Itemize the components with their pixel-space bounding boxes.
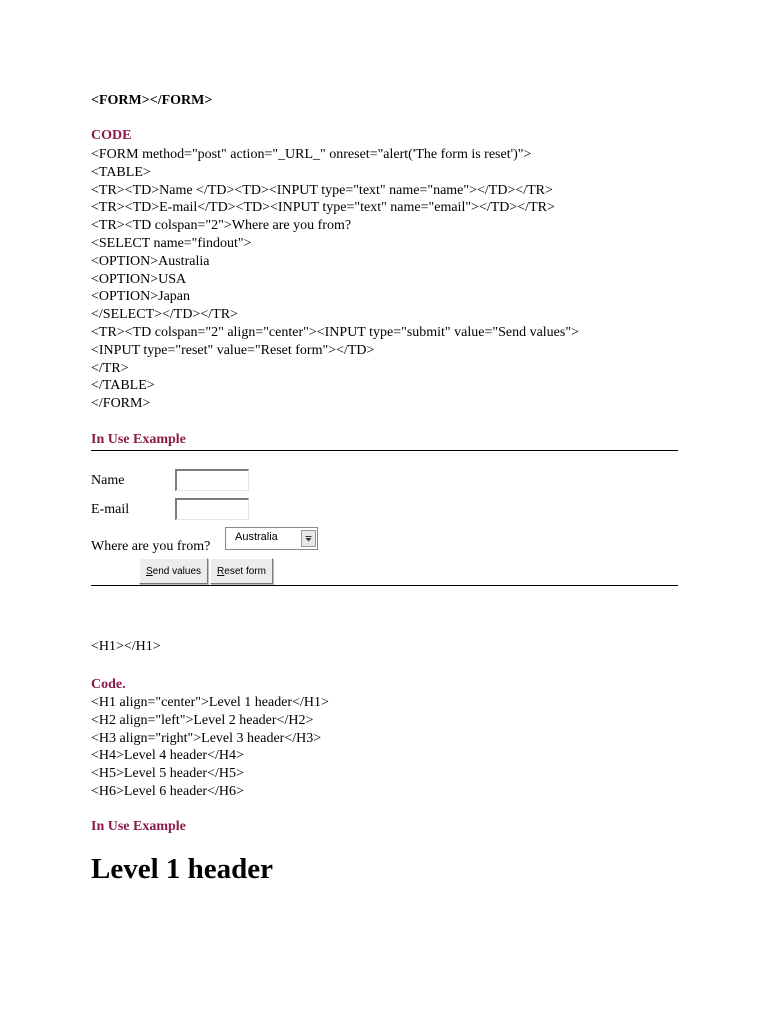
code-line: <TR><TD colspan="2">Where are you from? [91, 218, 352, 234]
h1-code-label: Code. [91, 677, 126, 692]
code-line: <TABLE> [91, 164, 151, 180]
code-line: <SELECT name="findout"> [91, 235, 252, 251]
form-section-heading: <FORM></FORM> [91, 93, 213, 108]
where-label: Where are you from? [91, 539, 211, 554]
reset-form-button[interactable] [210, 558, 273, 584]
level-1-header-example: Level 1 header [91, 853, 274, 885]
code-line: <FORM method="post" action="_URL_" onreset="alert('The form is reset')"> [91, 147, 532, 162]
form-code-block [91, 146, 579, 413]
code-line: <H4>Level 4 header</H4> [91, 748, 244, 764]
h1-section-heading: <H1></H1> [91, 639, 161, 654]
send-accesskey: S [145, 565, 153, 577]
in-use-example-label-2: In Use Example [91, 819, 186, 834]
code-line: <H3 align="right">Level 3 header</H3> [91, 730, 322, 746]
code-line: <OPTION>Japan [91, 289, 190, 305]
code-line: <TR><TD>Name </TD><TD><INPUT type="text" name="name"></TD></TR> [91, 182, 553, 198]
code-line: <TR><TD>E-mail</TD><TD><INPUT type="text" name="email"></TD></TR> [91, 200, 555, 216]
findout-select[interactable] [225, 527, 318, 550]
reset-label-rest: eset form [224, 565, 266, 577]
chevron-down-icon[interactable] [301, 530, 316, 547]
send-values-button[interactable] [139, 558, 208, 584]
send-label-rest: end values [152, 565, 202, 577]
name-input[interactable] [175, 469, 249, 491]
email-label: E-mail [91, 502, 130, 517]
code-line: </TR> [91, 360, 129, 376]
h1-code-block [91, 694, 329, 801]
code-line: <H6>Level 6 header</H6> [91, 783, 244, 799]
name-label: Name [91, 473, 125, 488]
code-line: <H1 align="center">Level 1 header</H1> [91, 695, 329, 710]
code-line: </TABLE> [91, 378, 155, 394]
code-line: <TR><TD colspan="2" align="center"><INPUT type="submit" value="Send values"> [91, 324, 579, 340]
code-line: </FORM> [91, 396, 151, 412]
code-line: </SELECT></TD></TR> [91, 307, 238, 323]
code-line: <INPUT type="reset" value="Reset form"></TD> [91, 342, 375, 358]
code-line: <H2 align="left">Level 2 header</H2> [91, 712, 314, 728]
code-line: <H5>Level 5 header</H5> [91, 766, 244, 782]
reset-accesskey: R [217, 565, 225, 577]
divider-top [91, 450, 678, 451]
select-value: Australia [235, 531, 278, 543]
form-code-label: CODE [91, 128, 132, 143]
in-use-example-label: In Use Example [91, 432, 186, 447]
code-line: <OPTION>Australia [91, 253, 210, 269]
code-line: <OPTION>USA [91, 271, 187, 287]
divider-bottom [91, 585, 678, 586]
email-input[interactable] [175, 498, 249, 520]
dropdown-arrow-glyph [305, 535, 312, 542]
